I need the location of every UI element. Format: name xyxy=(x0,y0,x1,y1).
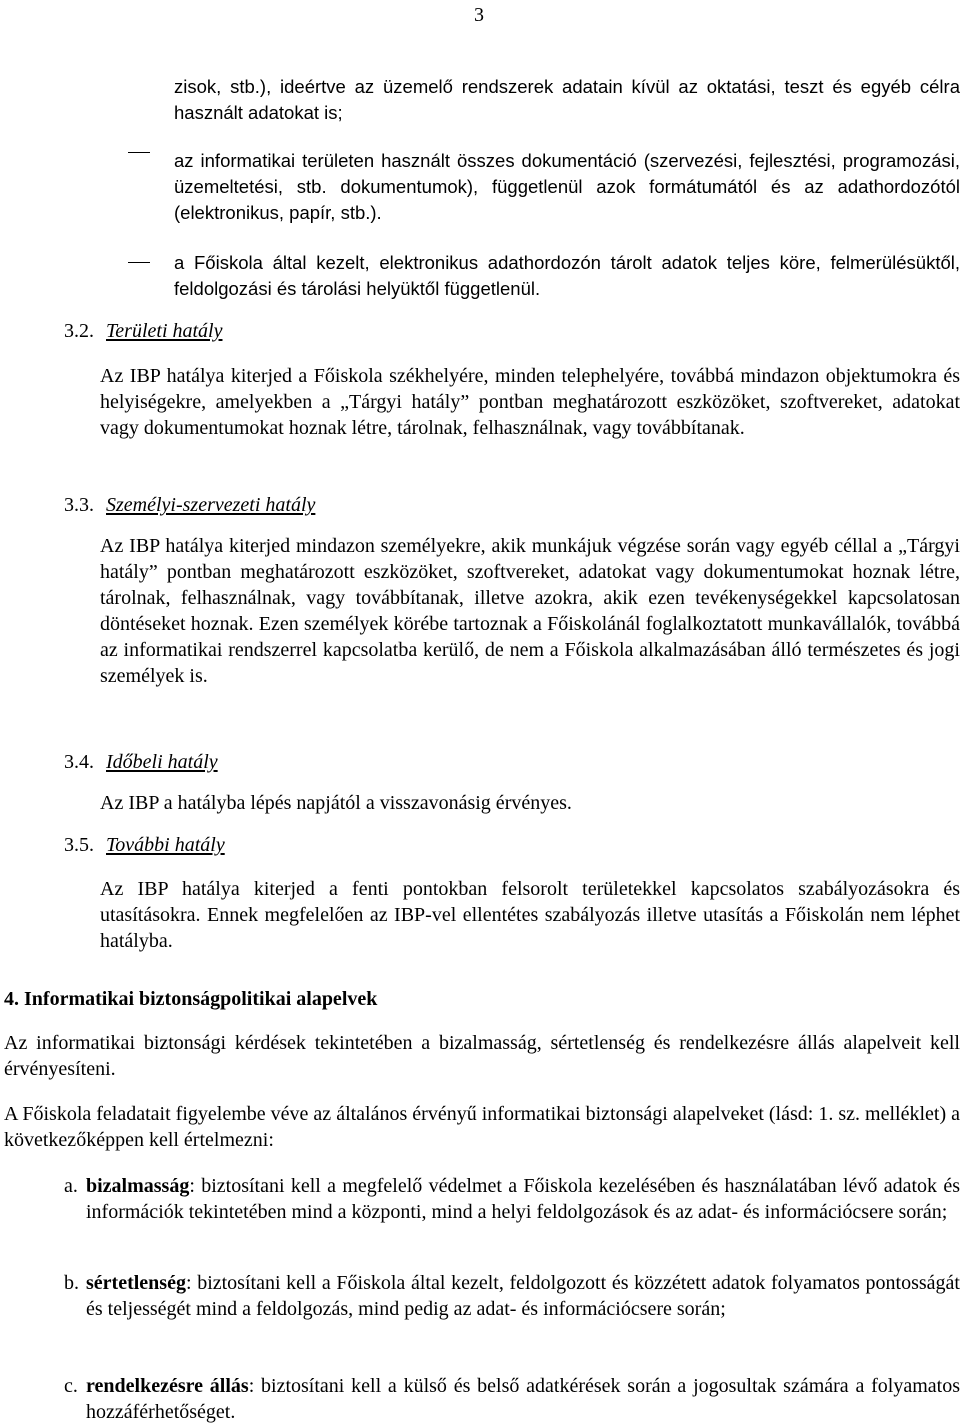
section-body: Az IBP hatálya kiterjed a Főiskola székhelyére, minden telephelyére, továbbá mindazon objektumokra és helyiségekre, amelyekben a „Tárgyi hatály” pontban meghatározott eszközöket, szoftvereket, adatokat vagy dokumentumokat hoznak létre, tárolnak, felhasználnak, vagy továbbítanak. xyxy=(100,365,960,439)
section-body: Az IBP a hatályba lépés napjától a visszavonásig érvényes. xyxy=(100,792,572,814)
section-number: 3.3. xyxy=(64,494,94,516)
principle-text: : biztosítani kell a megfelelő védelmet a Főiskola kezelésében és használatában lévő adatok és információk tekintetében mind a központi, mind a helyi feldolgozások és az adat- és információcsere során; xyxy=(86,1175,960,1223)
section-title: További hatály xyxy=(106,834,225,856)
dash-item: a Főiskola által kezelt, elektronikus adathordozón tárolt adatok teljes köre, felmerülésüktől, feldolgozási és tárolási helyüktől függetlenül. xyxy=(174,252,960,299)
principle-text: : biztosítani kell a külső és belső adatkérések során a jogosultak számára a folyamatos hozzáférhetőséget. xyxy=(86,1375,960,1423)
chapter-paragraph: Az informatikai biztonsági kérdések tekintetében a bizalmasság, sértetlenség és rendelkezésre állás alapelveit kell érvényesíteni. xyxy=(4,1032,960,1080)
principle-item xyxy=(86,1373,960,1425)
section-number: 3.4. xyxy=(64,751,94,773)
item-label: a. xyxy=(64,1175,78,1197)
item-label: b. xyxy=(64,1272,79,1294)
principle-item xyxy=(86,1270,960,1322)
section-body: Az IBP hatálya kiterjed mindazon személyekre, akik munkájuk végzése során vagy egyéb céllal a „Tárgyi hatály” pontban meghatározott eszközöket, szoftvereket, adatokat vagy dokumentumokat hoznak létre, tárolnak, felhasználnak, vagy továbbítanak, illetve azokra, akik ezen tevékenységekkel kapcsolatosan döntéseket hoznak. Ezen személyek körébe tartoznak a Főiskolánál foglalkoztatott munkavállalók, továbbá az informatikai rendszerrel kapcsolatba kerülő, de nem a Főiskola alkalmazásában álló természetes és jogi személyek is. xyxy=(100,535,960,687)
chapter-heading: 4. Informatikai biztonságpolitikai alapelvek xyxy=(4,988,378,1010)
page-number: 3 xyxy=(474,4,484,26)
dash-bullet xyxy=(128,152,150,153)
chapter-paragraph: A Főiskola feladatait figyelembe véve az általános érvényű informatikai biztonsági alapelveket (lásd: 1. sz. melléklet) a következőképpen kell értelmezni: xyxy=(4,1103,960,1151)
dash-bullet xyxy=(128,262,150,263)
section-title: Időbeli hatály xyxy=(106,751,218,773)
principle-term: sértetlenség xyxy=(86,1272,186,1294)
section-title: Személyi-szervezeti hatály xyxy=(106,494,316,516)
section-number: 3.2. xyxy=(64,320,94,342)
dash-item: az informatikai területen használt összes dokumentáció (szervezési, fejlesztési, programozási, üzemeltetési, stb. dokumentumok), függetlenül azok formátumától és az adathordozótól (elektronikus, papír, stb.). xyxy=(174,150,960,223)
principle-term: rendelkezésre állás xyxy=(86,1375,249,1397)
principle-text: : biztosítani kell a Főiskola által kezelt, feldolgozott és közzétett adatok folyamatos pontosságát és teljességét mind a feldolgozás, mind pedig az adat- és információcsere során; xyxy=(86,1272,960,1320)
section-number: 3.5. xyxy=(64,834,94,856)
section-title: Területi hatály xyxy=(106,320,223,342)
item-label: c. xyxy=(64,1375,78,1397)
principle-term: bizalmasság xyxy=(86,1175,190,1197)
section-body: Az IBP hatálya kiterjed a fenti pontokban felsorolt területekkel kapcsolatos szabályozásokra és utasításokra. Ennek megfelelően az IBP-vel ellentétes szabályozás illetve utasítás a Főiskolán nem léphet hatályba. xyxy=(100,878,960,952)
principle-item xyxy=(86,1173,960,1225)
intro-continuation: zisok, stb.), ideértve az üzemelő rendszerek adatain kívül az oktatási, teszt és egyéb célra használt adatokat is; xyxy=(174,76,960,123)
